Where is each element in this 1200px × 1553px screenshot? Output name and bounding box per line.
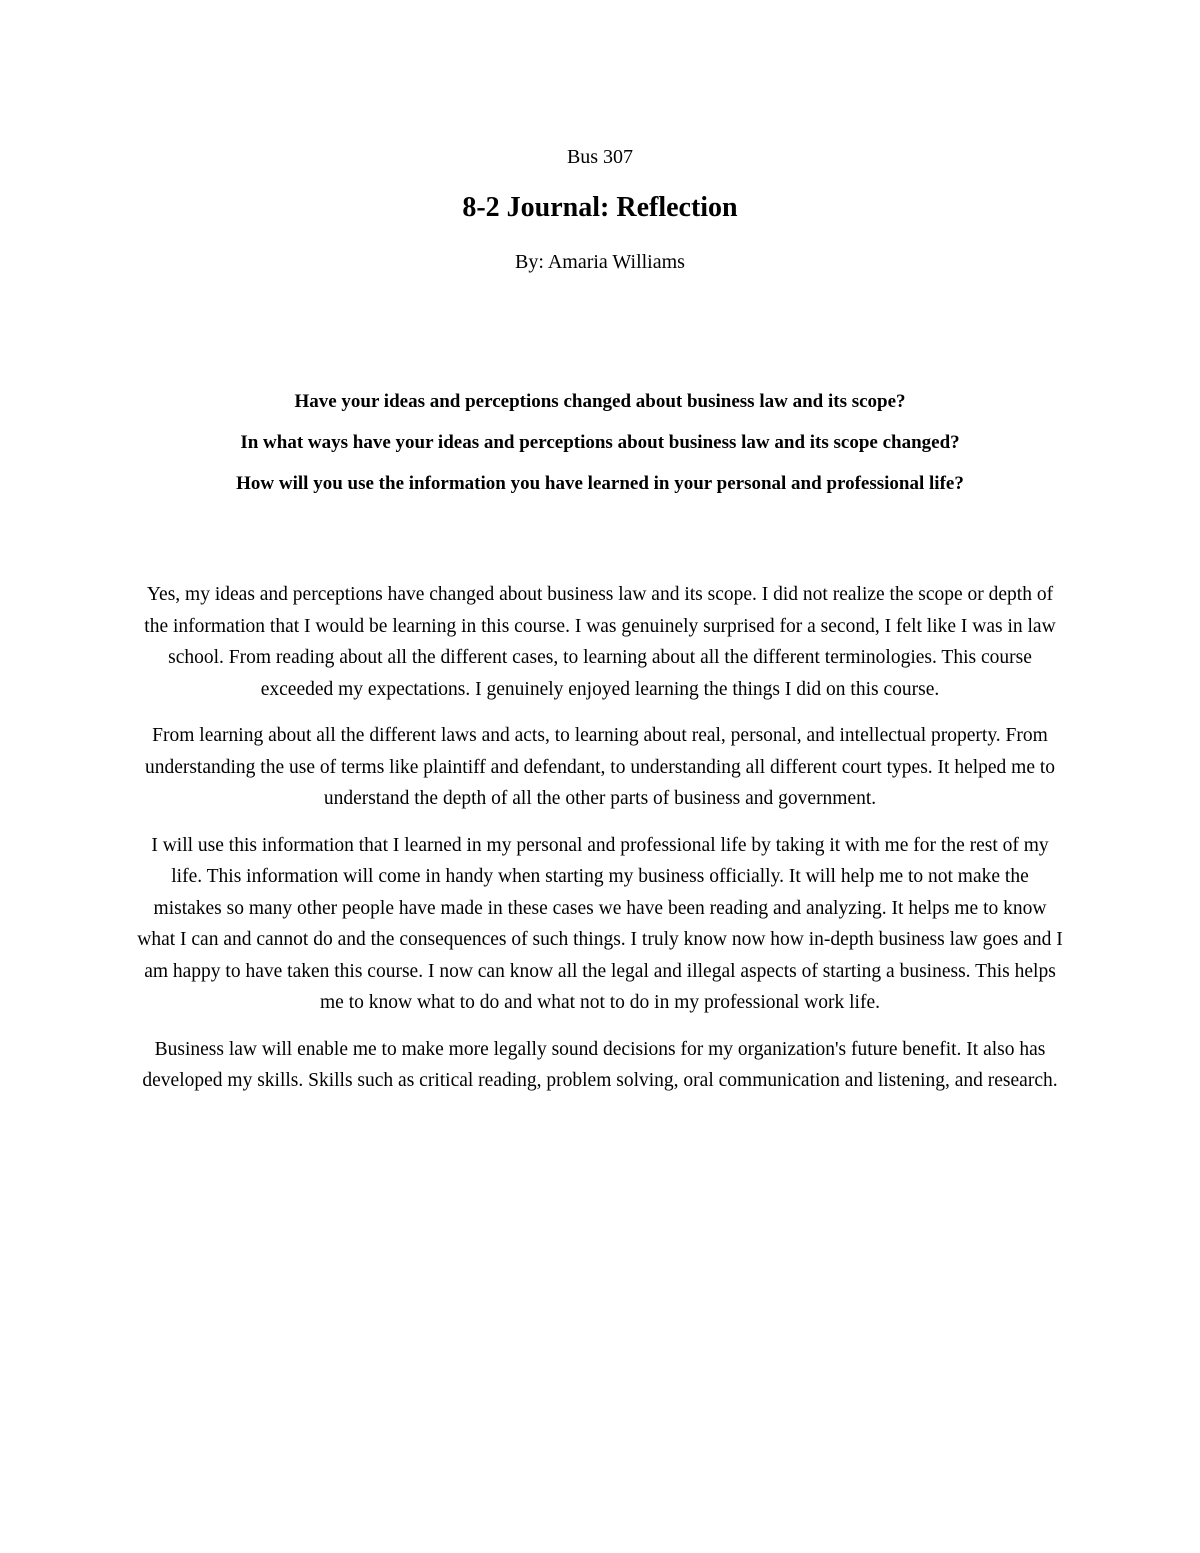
paragraph-3: I will use this information that I learned in my personal and professional life by taking it with me for the rest of my life. This information will come in handy when starting my business officially. It will help me to not make the mistakes so many other people have made in these cases we have been reading and analyzing. It helps me to know what I can and cannot do and the consequences of such things. I truly know now how in-depth business law goes and I am happy to have taken this course. I now can know all the legal and illegal aspects of starting a business. This helps me to know what to do and what not to do in my professional work life. <box>137 834 1063 1013</box>
question-3: How will you use the information you have learned in your personal and professional life? <box>236 473 964 494</box>
question-1: Have your ideas and perceptions changed about business law and its scope? <box>294 391 906 412</box>
paragraph-2: From learning about all the different laws and acts, to learning about real, personal, and intellectual property. From understanding the use of terms like plaintiff and defendant, to understanding all different court types. It helped me to understand the depth of all the other parts of business and government. <box>144 725 1056 809</box>
journal-questions <box>100 389 1100 512</box>
paragraph-4: Business law will enable me to make more legally sound decisions for my organization's future benefit. It also has developed my skills. Skills such as critical reading, problem solving, oral communication and listening, and research. <box>142 1038 1058 1091</box>
course-code: Bus 307 <box>566 146 634 168</box>
author-line: By: Amaria Williams <box>515 251 685 273</box>
question-2: In what ways have your ideas and perceptions about business law and its scope changed? <box>240 432 960 453</box>
paragraph-1: Yes, my ideas and perceptions have changed about business law and its scope. I did not realize the scope or depth of the information that I would be learning in this course. I was genuinely surprised for a second, I felt like I was in law school. From reading about all the different cases, to learning about all the different terminologies. This course exceeded my expectations. I genuinely enjoyed learning the things I did on this course. <box>144 584 1056 700</box>
page-title: 8-2 Journal: Reflection <box>462 192 738 223</box>
journal-body <box>135 579 1065 1112</box>
